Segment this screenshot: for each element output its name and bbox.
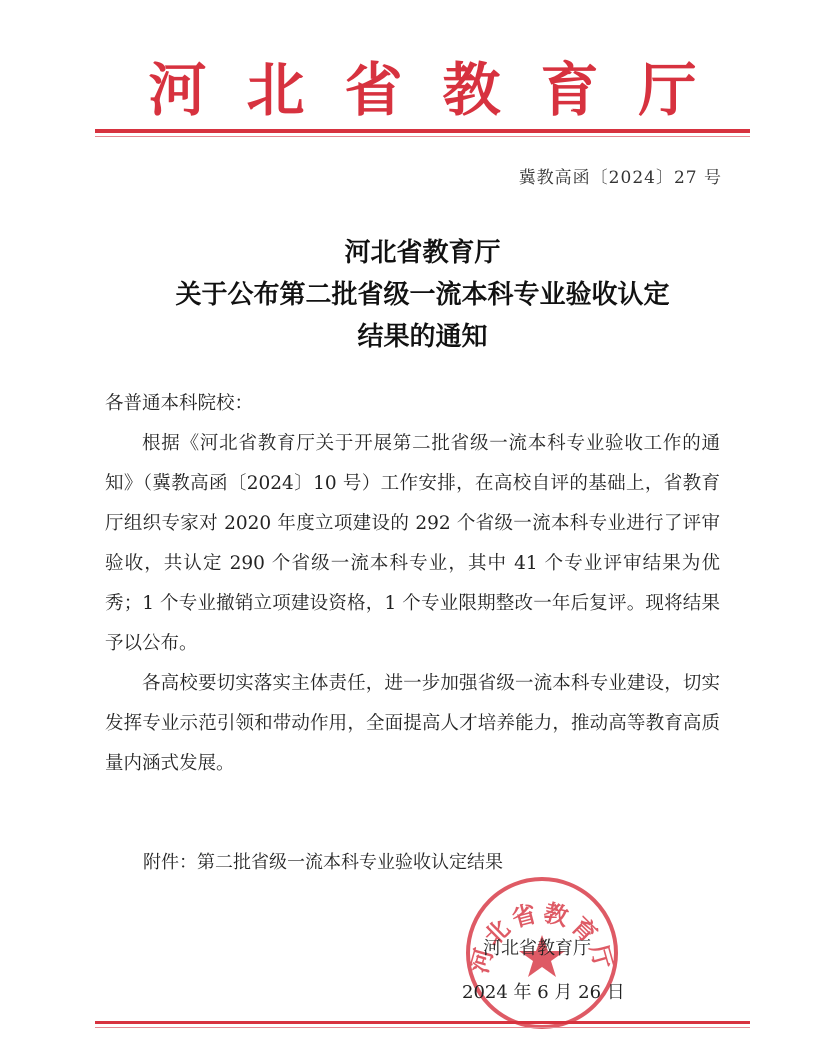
letterhead-rule-thin bbox=[95, 136, 750, 137]
document-body bbox=[105, 384, 720, 784]
letterhead-title: 河北省教育厅 bbox=[148, 56, 737, 124]
salutation: 各普通本科院校： bbox=[105, 393, 254, 414]
title-line-1: 河北省教育厅 bbox=[344, 238, 501, 268]
footer-rule-thin bbox=[95, 1027, 750, 1028]
footer-rule bbox=[95, 1021, 750, 1024]
issuer-name: 河北省教育厅 bbox=[483, 938, 591, 959]
svg-text:河北省教育厅: 河北省教育厅 bbox=[464, 897, 620, 977]
title-line-2: 关于公布第二批省级一流本科专业验收认定 bbox=[175, 280, 670, 310]
body-paragraph-2: 各高校要切实落实主体责任，进一步加强省级一流本科专业建设，切实发挥专业示范引领和带动作用，全面提高人才培养能力，推动高等教育高质量内涵式发展。 bbox=[105, 673, 720, 774]
document-title bbox=[95, 232, 750, 358]
document-number: 冀教高函〔2024〕27 号 bbox=[518, 168, 722, 188]
title-line-3: 结果的通知 bbox=[357, 322, 488, 352]
attachment-note: 附件：第二批省级一流本科专业验收认定结果 bbox=[143, 852, 503, 873]
letterhead-rule bbox=[95, 129, 750, 133]
issue-date: 2024 年 6 月 26 日 bbox=[462, 982, 625, 1003]
body-paragraph-1: 根据《河北省教育厅关于开展第二批省级一流本科专业验收工作的通知》（冀教高函〔2024〕10 号）工作安排，在高校自评的基础上，省教育厅组织专家对 2020 年度立项建设的 292 个省级一流本科专业进行了评审验收，共认定 290 个省级一流本科专业，其中 41 个专业评审结果为优秀；1 个专业撤销立项建设资格，1 个专业限期整改一年后复评。现将结果予以公布。 bbox=[105, 433, 720, 654]
